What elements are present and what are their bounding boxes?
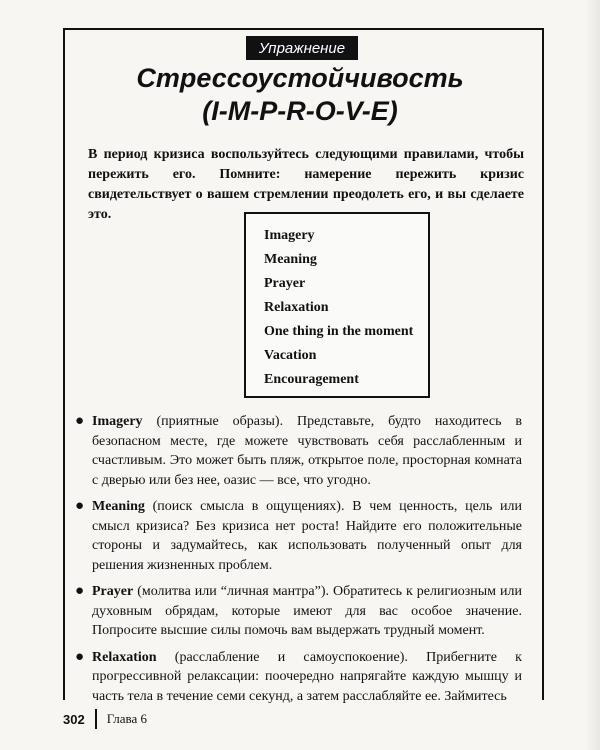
bullet-text: (приятные образы). Представьте, будто находитесь в безопасном месте, где можете чувствовать себя расслабленным и счастливым. Это может быть пляж, открытое поле, просторная комната с дверью или без нее, оазис — все, что угодно. — [92, 414, 522, 488]
list-item — [75, 412, 522, 490]
acronym-item: One thing in the moment — [264, 324, 414, 339]
list-item — [75, 497, 522, 575]
bullet-text: (молитва или “личная мантра”). Обратитесь к религиозным или духовным обрядам, которые имеют для вас особое значение. Попросите высшие силы помочь вам выдержать трудный момент. — [92, 584, 522, 638]
exercise-title: Стрессоустойчивость — [136, 63, 464, 93]
acronym-item: Vacation — [264, 348, 317, 363]
exercise-label: Упражнение — [246, 36, 358, 60]
acronym-item: Relaxation — [264, 300, 329, 315]
footer-divider — [95, 709, 97, 729]
intro-paragraph: В период кризиса воспользуйтесь следующими правилами, чтобы пережить его. Помните: намерение пережить кризис свидетельствует о вашем стремлении преодолеть его, и вы сделаете это. — [88, 147, 524, 222]
bullet-dot-icon: ● — [75, 648, 85, 665]
list-item — [75, 648, 522, 707]
acronym-box — [244, 212, 430, 398]
bullet-list — [75, 412, 522, 713]
bullet-text: (расслабление и самоуспокоение). Прибегните к прогрессивной релаксации: поочередно напрягайте каждую мышцу и часть тела в течение семи секунд, а затем расслабляйте ее. Займитесь — [92, 649, 522, 704]
bullet-term: Relaxation — [92, 649, 157, 665]
bullet-text: (поиск смысла в ощущениях). В чем ценность, цель или смысл кризиса? Без кризиса нет роста! Найдите его положительные стороны и задумайтесь, как использовать полученный опыт для решения жизненных проблем. — [92, 499, 522, 573]
page-number: 302 — [63, 711, 85, 727]
bullet-term: Imagery — [92, 414, 143, 429]
bullet-dot-icon: ● — [75, 583, 85, 599]
exercise-subtitle: (I-M-P-R-O-V-E) — [202, 96, 398, 126]
bullet-term: Meaning — [92, 499, 145, 514]
list-item — [75, 582, 522, 641]
acronym-item: Imagery — [264, 228, 315, 243]
page-footer — [63, 708, 147, 730]
chapter-label: Глава 6 — [106, 711, 147, 726]
acronym-item: Meaning — [264, 252, 317, 267]
bullet-term: Prayer — [92, 584, 134, 599]
acronym-item: Encouragement — [264, 372, 359, 387]
bullet-dot-icon: ● — [75, 413, 85, 429]
bullet-dot-icon: ● — [75, 498, 85, 514]
acronym-item: Prayer — [264, 276, 306, 291]
